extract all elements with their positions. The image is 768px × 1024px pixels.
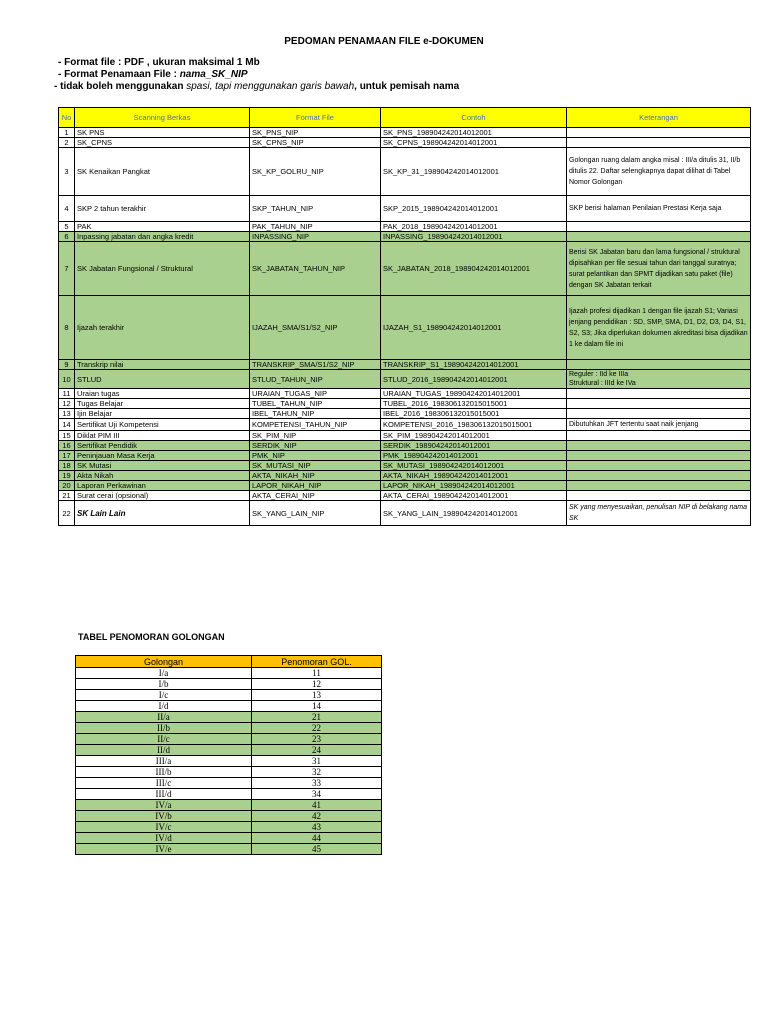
row-format-file: SK_MUTASI_NIP	[250, 461, 381, 471]
header-contoh: Contoh	[381, 108, 567, 128]
golongan-cell: I/a	[76, 668, 252, 679]
table-row	[59, 370, 751, 389]
row-number: 13	[59, 409, 75, 419]
penomoran-cell: 43	[252, 822, 382, 833]
penomoran-cell: 45	[252, 844, 382, 855]
penomoran-cell: 24	[252, 745, 382, 756]
row-contoh: SK_CPNS_198904242014012001	[381, 138, 567, 148]
row-number: 11	[59, 389, 75, 399]
golongan-table	[75, 655, 382, 855]
table-row	[59, 148, 751, 196]
row-keterangan	[567, 128, 751, 138]
format-notes	[54, 57, 460, 93]
row-format-file: SK_JABATAN_TAHUN_NIP	[250, 242, 381, 296]
naming-guide-header-row	[59, 108, 751, 128]
row-contoh: IJAZAH_S1_198904242014012001	[381, 296, 567, 360]
penomoran-cell: 22	[252, 723, 382, 734]
table-row	[59, 242, 751, 296]
note-format-naming-label: - Format Penamaan File :	[58, 69, 177, 80]
table-row	[59, 431, 751, 441]
row-keterangan	[567, 451, 751, 461]
table-row	[59, 461, 751, 471]
row-number: 21	[59, 491, 75, 501]
row-contoh: AKTA_CERAI_198904242014012001	[381, 491, 567, 501]
table-row	[59, 419, 751, 431]
golongan-row	[76, 778, 382, 789]
row-number: 7	[59, 242, 75, 296]
golongan-table-title: TABEL PENOMORAN GOLONGAN	[78, 632, 225, 642]
row-contoh: SK_YANG_LAIN_198904242014012001	[381, 501, 567, 526]
row-contoh: SK_MUTASI_198904242014012001	[381, 461, 567, 471]
row-contoh: STLUD_2016_198904242014012001	[381, 370, 567, 389]
row-scanning-berkas: Ijin Belajar	[75, 409, 250, 419]
row-scanning-berkas: Uraian tugas	[75, 389, 250, 399]
table-row	[59, 196, 751, 222]
row-number: 4	[59, 196, 75, 222]
golongan-row	[76, 712, 382, 723]
row-contoh: SK_KP_31_198904242014012001	[381, 148, 567, 196]
row-contoh: SK_JABATAN_2018_198904242014012001	[381, 242, 567, 296]
penomoran-cell: 41	[252, 800, 382, 811]
row-keterangan: SK yang menyesuaikan, penulisan NIP di belakang nama SK	[567, 501, 751, 526]
row-scanning-berkas: Inpassing jabatan dan angka kredit	[75, 232, 250, 242]
header-penomoran: Penomoran GOL.	[252, 656, 382, 668]
row-contoh: SK_PIM_198904242014012001	[381, 431, 567, 441]
row-number: 2	[59, 138, 75, 148]
row-keterangan: Berisi SK Jabatan baru dan lama fungsional / struktural dipisahkan per file sesuai tahun dari tanggal suratnya; surat pelantikan dan SPMT dijadikan satu paket (file) dengan SK Jabatan terkait	[567, 242, 751, 296]
row-format-file: SK_PNS_NIP	[250, 128, 381, 138]
row-scanning-berkas: Peninjauan Masa Kerja	[75, 451, 250, 461]
header-format-file: Format File	[250, 108, 381, 128]
row-scanning-berkas: SK Lain Lain	[75, 501, 250, 526]
table-row	[59, 471, 751, 481]
row-format-file: AKTA_CERAI_NIP	[250, 491, 381, 501]
row-keterangan	[567, 232, 751, 242]
row-contoh: TUBEL_2016_198306132015015001	[381, 399, 567, 409]
golongan-cell: I/d	[76, 701, 252, 712]
row-scanning-berkas: Transkrip nilai	[75, 360, 250, 370]
row-contoh: AKTA_NIKAH_198904242014012001	[381, 471, 567, 481]
row-scanning-berkas: Sertifikat Uji Kompetensi	[75, 419, 250, 431]
golongan-cell: I/c	[76, 690, 252, 701]
row-format-file: SK_YANG_LAIN_NIP	[250, 501, 381, 526]
penomoran-cell: 13	[252, 690, 382, 701]
header-scanning-berkas: Scanning Berkas	[75, 108, 250, 128]
row-keterangan	[567, 399, 751, 409]
row-number: 14	[59, 419, 75, 431]
note-separator-prefix: - tidak boleh menggunakan	[54, 81, 184, 92]
golongan-cell: IV/a	[76, 800, 252, 811]
row-scanning-berkas: SK Kenaikan Pangkat	[75, 148, 250, 196]
golongan-cell: III/a	[76, 756, 252, 767]
table-row	[59, 232, 751, 242]
row-contoh: PMK_198904242014012001	[381, 451, 567, 461]
row-format-file: TUBEL_TAHUN_NIP	[250, 399, 381, 409]
row-format-file: SK_KP_GOLRU_NIP	[250, 148, 381, 196]
row-format-file: SERDIK_NIP	[250, 441, 381, 451]
row-format-file: SKP_TAHUN_NIP	[250, 196, 381, 222]
row-number: 12	[59, 399, 75, 409]
row-scanning-berkas: SK Jabatan Fungsional / Struktural	[75, 242, 250, 296]
golongan-header-row	[76, 656, 382, 668]
table-row	[59, 451, 751, 461]
row-format-file: LAPOR_NIKAH_NIP	[250, 481, 381, 491]
row-scanning-berkas: Tugas Belajar	[75, 399, 250, 409]
table-row	[59, 441, 751, 451]
note-separator	[54, 81, 459, 93]
row-number: 3	[59, 148, 75, 196]
golongan-cell: III/b	[76, 767, 252, 778]
golongan-cell: IV/b	[76, 811, 252, 822]
golongan-cell: III/d	[76, 789, 252, 800]
row-format-file: IJAZAH_SMA/S1/S2_NIP	[250, 296, 381, 360]
golongan-cell: IV/e	[76, 844, 252, 855]
row-number: 19	[59, 471, 75, 481]
golongan-row	[76, 756, 382, 767]
note-separator-suffix: , untuk pemisah nama	[354, 81, 460, 92]
row-contoh: LAPOR_NIKAH_198904242014012001	[381, 481, 567, 491]
row-format-file: PAK_TAHUN_NIP	[250, 222, 381, 232]
row-scanning-berkas: Surat cerai (opsional)	[75, 491, 250, 501]
row-scanning-berkas: Laporan Perkawinan	[75, 481, 250, 491]
golongan-row	[76, 734, 382, 745]
golongan-row	[76, 844, 382, 855]
row-keterangan: Reguler : IId ke IIIa Struktural : IIId ke IVa	[567, 370, 751, 389]
row-keterangan: Ijazah profesi dijadikan 1 dengan file ijazah S1; Variasi jenjang pendidikan : SD, SMP, SMA, D1, D2, D3, D4, S1, S2, S3; Jika diperlukan dokumen akreditasi bisa dijadikan 1 ke dalam file ini	[567, 296, 751, 360]
golongan-cell: II/b	[76, 723, 252, 734]
penomoran-cell: 32	[252, 767, 382, 778]
note-format-naming-value: nama_SK_NIP	[179, 69, 248, 80]
golongan-row	[76, 833, 382, 844]
row-contoh: PAK_2018_198904242014012001	[381, 222, 567, 232]
golongan-cell: I/b	[76, 679, 252, 690]
penomoran-cell: 34	[252, 789, 382, 800]
golongan-cell: IV/d	[76, 833, 252, 844]
row-number: 15	[59, 431, 75, 441]
golongan-row	[76, 690, 382, 701]
row-keterangan	[567, 491, 751, 501]
row-format-file: SK_PIM_NIP	[250, 431, 381, 441]
row-number: 20	[59, 481, 75, 491]
row-contoh: INPASSING_198904242014012001	[381, 232, 567, 242]
row-contoh: URAIAN_TUGAS_198904242014012001	[381, 389, 567, 399]
row-format-file: AKTA_NIKAH_NIP	[250, 471, 381, 481]
row-keterangan	[567, 461, 751, 471]
row-keterangan: Dibutuhkan JFT tertentu saat naik jenjang	[567, 419, 751, 431]
row-number: 22	[59, 501, 75, 526]
golongan-cell: IV/c	[76, 822, 252, 833]
golongan-row	[76, 811, 382, 822]
row-format-file: URAIAN_TUGAS_NIP	[250, 389, 381, 399]
golongan-row	[76, 745, 382, 756]
golongan-row	[76, 767, 382, 778]
penomoran-cell: 31	[252, 756, 382, 767]
table-row	[59, 501, 751, 526]
row-contoh: SK_PNS_198904242014012001	[381, 128, 567, 138]
row-keterangan	[567, 441, 751, 451]
row-keterangan	[567, 431, 751, 441]
row-keterangan: Golongan ruang dalam angka misal : III/a ditulis 31, II/b ditulis 22. Daftar selengkapnya dapat dilihat di Tabel Nomor Golongan	[567, 148, 751, 196]
golongan-row	[76, 668, 382, 679]
table-row	[59, 481, 751, 491]
row-format-file: SK_CPNS_NIP	[250, 138, 381, 148]
header-golongan: Golongan	[76, 656, 252, 668]
row-scanning-berkas: SK PNS	[75, 128, 250, 138]
row-number: 1	[59, 128, 75, 138]
row-number: 18	[59, 461, 75, 471]
table-row	[59, 138, 751, 148]
row-format-file: STLUD_TAHUN_NIP	[250, 370, 381, 389]
row-contoh: SERDIK_198904242014012001	[381, 441, 567, 451]
golongan-row	[76, 822, 382, 833]
header-keterangan: Keterangan	[567, 108, 751, 128]
row-format-file: TRANSKRIP_SMA/S1/S2_NIP	[250, 360, 381, 370]
row-scanning-berkas: SK_CPNS	[75, 138, 250, 148]
row-keterangan	[567, 471, 751, 481]
row-scanning-berkas: STLUD	[75, 370, 250, 389]
row-format-file: IBEL_TAHUN_NIP	[250, 409, 381, 419]
row-contoh: SKP_2015_198904242014012001	[381, 196, 567, 222]
row-format-file: INPASSING_NIP	[250, 232, 381, 242]
table-row	[59, 296, 751, 360]
header-no: No	[59, 108, 75, 128]
golongan-row	[76, 789, 382, 800]
row-scanning-berkas: Akta Nikah	[75, 471, 250, 481]
golongan-row	[76, 723, 382, 734]
table-row	[59, 409, 751, 419]
note-format-file: - Format file : PDF , ukuran maksimal 1 Mb	[58, 57, 260, 68]
golongan-cell: II/c	[76, 734, 252, 745]
row-scanning-berkas: SK Mutasi	[75, 461, 250, 471]
row-keterangan	[567, 409, 751, 419]
row-keterangan	[567, 222, 751, 232]
row-keterangan: SKP berisi halaman Penilaian Prestasi Kerja saja	[567, 196, 751, 222]
row-contoh: KOMPETENSI_2016_198306132015015001	[381, 419, 567, 431]
penomoran-cell: 44	[252, 833, 382, 844]
page-title: PEDOMAN PENAMAAN FILE e-DOKUMEN	[284, 36, 484, 47]
row-keterangan	[567, 481, 751, 491]
row-number: 5	[59, 222, 75, 232]
table-row	[59, 360, 751, 370]
golongan-row	[76, 800, 382, 811]
row-scanning-berkas: Ijazah terakhir	[75, 296, 250, 360]
golongan-cell: II/a	[76, 712, 252, 723]
penomoran-cell: 12	[252, 679, 382, 690]
note-separator-italic: spasi, tapi menggunakan garis bawah	[186, 81, 355, 92]
note-format-naming	[58, 69, 459, 81]
row-number: 10	[59, 370, 75, 389]
row-scanning-berkas: Sertifikat Pendidik	[75, 441, 250, 451]
row-keterangan	[567, 138, 751, 148]
row-scanning-berkas: Diklat PIM III	[75, 431, 250, 441]
row-number: 6	[59, 232, 75, 242]
row-contoh: TRANSKRIP_S1_198904242014012001	[381, 360, 567, 370]
table-row	[59, 491, 751, 501]
golongan-cell: II/d	[76, 745, 252, 756]
table-row	[59, 128, 751, 138]
penomoran-cell: 21	[252, 712, 382, 723]
row-scanning-berkas: SKP 2 tahun terakhir	[75, 196, 250, 222]
row-contoh: IBEL_2016_198306132015015001	[381, 409, 567, 419]
golongan-cell: III/c	[76, 778, 252, 789]
row-scanning-berkas: PAK	[75, 222, 250, 232]
table-row	[59, 389, 751, 399]
row-keterangan	[567, 360, 751, 370]
row-format-file: PMK_NIP	[250, 451, 381, 461]
table-row	[59, 222, 751, 232]
row-format-file: KOMPETENSI_TAHUN_NIP	[250, 419, 381, 431]
penomoran-cell: 33	[252, 778, 382, 789]
penomoran-cell: 11	[252, 668, 382, 679]
row-keterangan	[567, 389, 751, 399]
row-number: 17	[59, 451, 75, 461]
row-number: 16	[59, 441, 75, 451]
row-number: 8	[59, 296, 75, 360]
naming-guide-table	[58, 107, 751, 526]
penomoran-cell: 14	[252, 701, 382, 712]
row-number: 9	[59, 360, 75, 370]
table-row	[59, 399, 751, 409]
golongan-row	[76, 679, 382, 690]
penomoran-cell: 23	[252, 734, 382, 745]
golongan-row	[76, 701, 382, 712]
penomoran-cell: 42	[252, 811, 382, 822]
